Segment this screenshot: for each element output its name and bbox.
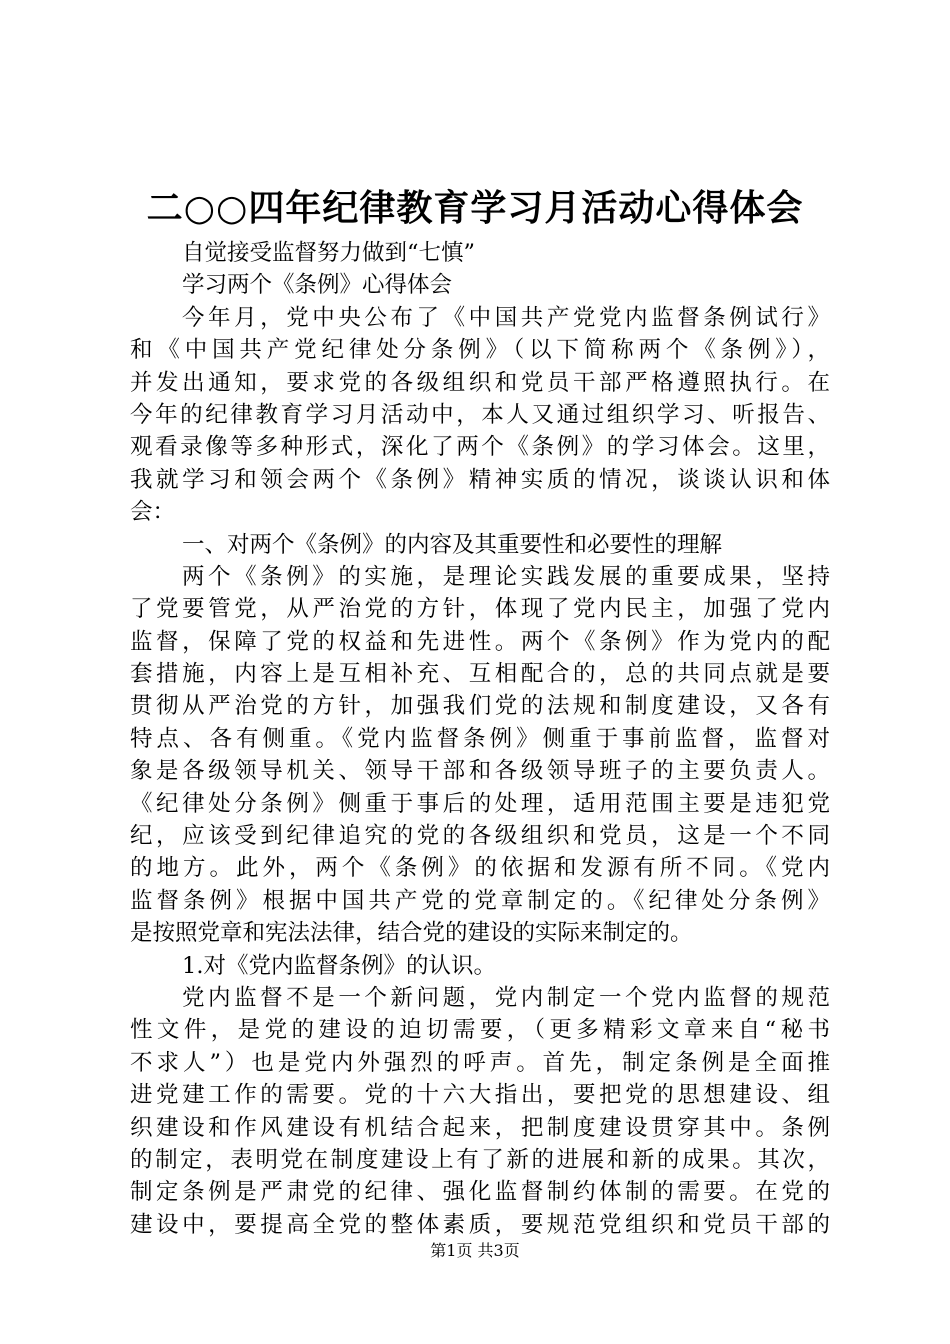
- text-line: 的制定，表明党在制度建设上有了新的进展和新的成果。其次，: [130, 1146, 833, 1173]
- text-line: 套措施，内容上是互相补充、互相配合的，总的共同点就是要: [130, 661, 834, 688]
- text-line: 今年月，党中央公布了《中国共产党党内监督条例试行》: [182, 304, 834, 331]
- text-line: 自觉接受监督努力做到“七慎”: [182, 240, 476, 266]
- text-line: 制定条例是严肃党的纪律、强化监督制约体制的需要。在党的: [130, 1179, 834, 1206]
- text-line: 监督条例》根据中国共产党的党章制定的。《纪律处分条例》: [130, 887, 834, 914]
- text-line: 性文件，是党的建设的迫切需要，（更多精彩文章来自“秘书: [130, 1017, 835, 1044]
- text-line: 是按照党章和宪法法律，结合党的建设的实际来制定的。: [130, 920, 693, 947]
- text-line: 织建设和作风建设有机结合起来，把制度建设贯穿其中。条例: [130, 1114, 834, 1141]
- text-line: 并发出通知，要求党的各级组织和党员干部严格遵照执行。在: [130, 369, 834, 396]
- text-line: 《纪律处分条例》侧重于事后的处理，适用范围主要是违犯党: [130, 790, 834, 817]
- document-body: [130, 237, 835, 1241]
- text-line: 建设中，要提高全党的整体素质，要规范党组织和党员干部的: [130, 1211, 834, 1238]
- text-line: 贯彻从严治党的方针，加强我们党的法规和制度建设，又各有: [130, 693, 834, 720]
- text-line: 纪，应该受到纪律追究的党的各级组织和党员，这是一个不同: [130, 823, 834, 850]
- text-line: 的地方。此外，两个《条例》的依据和发源有所不同。《党内: [130, 855, 834, 882]
- text-line: 今年的纪律教育学习月活动中，本人又通过组织学习、听报告、: [130, 401, 833, 428]
- document-title: 二○○四年纪律教育学习月活动心得体会: [146, 187, 804, 229]
- text-line: 一、对两个《条例》的内容及其重要性和必要性的理解: [182, 531, 723, 558]
- text-line: 监督，保障了党的权益和先进性。两个《条例》作为党内的配: [130, 628, 834, 655]
- text-line: 象是各级领导机关、领导干部和各级领导班子的主要负责人。: [130, 758, 834, 785]
- text-line: 观看录像等多种形式，深化了两个《条例》的学习体会。这里，: [130, 434, 833, 461]
- text-line: 两个《条例》的实施，是理论实践发展的重要成果，坚持: [182, 563, 834, 590]
- text-line: 我就学习和领会两个《条例》精神实质的情况，谈谈认识和体: [130, 466, 834, 493]
- text-line: 和《中国共产党纪律处分条例》（以下简称两个《条例》），: [130, 337, 835, 364]
- text-line: 了党要管党，从严治党的方针，体现了党内民主，加强了党内: [130, 596, 834, 623]
- text-line: 不求人”）也是党内外强烈的呼声。首先，制定条例是全面推: [130, 1049, 834, 1076]
- text-line: 1.对《党内监督条例》的认识。: [182, 952, 496, 979]
- text-line: 学习两个《条例》心得体会: [182, 272, 453, 299]
- page-footer: 第1页 共3页: [430, 1241, 520, 1260]
- text-line: 特点、各有侧重。《党内监督条例》侧重于事前监督，监督对: [130, 725, 834, 752]
- text-line: 会：: [130, 499, 176, 526]
- text-line: 党内监督不是一个新问题，党内制定一个党内监督的规范: [182, 984, 834, 1011]
- text-line: 进党建工作的需要。党的十六大指出，要把党的思想建设、组: [130, 1082, 834, 1109]
